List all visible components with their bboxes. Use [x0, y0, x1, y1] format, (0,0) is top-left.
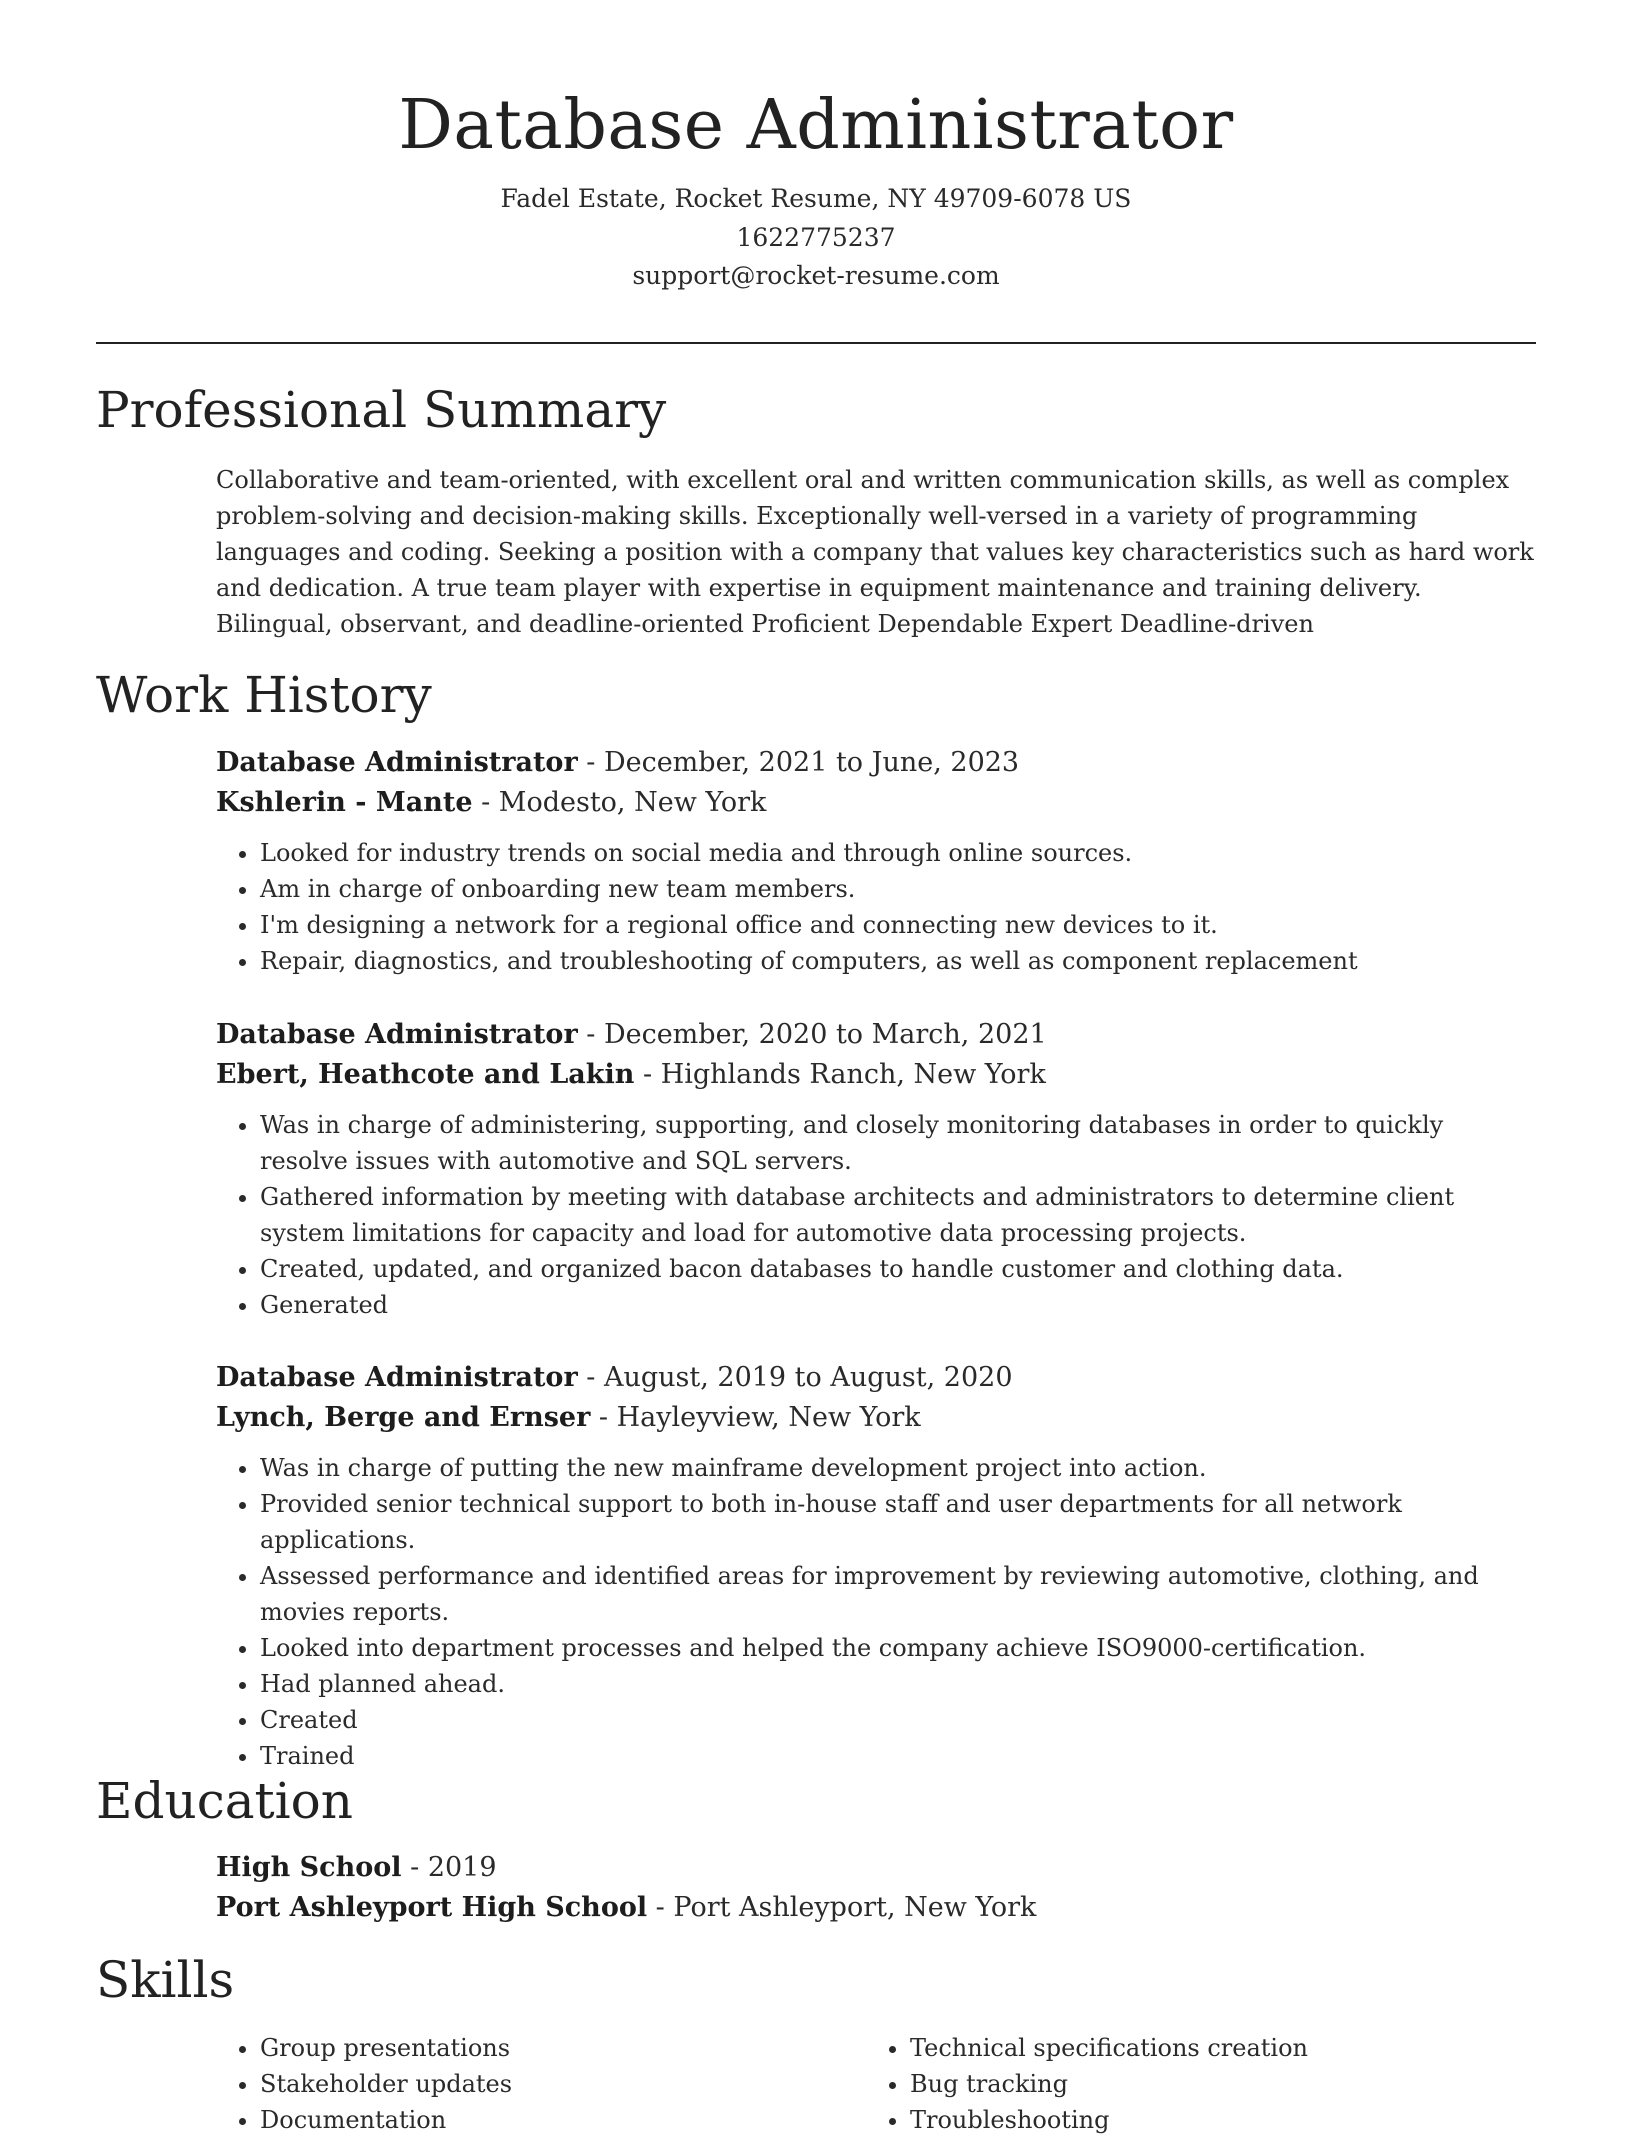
job-dates: - December, 2021 to June, 2023	[577, 747, 1020, 778]
skill-item: • Bug tracking	[910, 2066, 1516, 2102]
job-company-line	[216, 783, 1536, 823]
header-divider	[96, 342, 1536, 344]
job-location: - Hayleyview, New York	[590, 1402, 921, 1433]
job-dates: - December, 2020 to March, 2021	[577, 1019, 1047, 1050]
skills-section	[216, 2030, 1536, 2138]
job-bullet-list	[216, 1107, 1536, 1323]
education-school: Port Ashleyport High School	[216, 1892, 648, 1923]
job-bullet: • Am in charge of onboarding new team members.	[260, 871, 1536, 907]
contact-address: Fadel Estate, Rocket Resume, NY 49709-6078 US	[500, 184, 1132, 213]
job-bullet: • I'm designing a network for a regional office and connecting new devices to it.	[260, 907, 1536, 943]
education-year: - 2019	[401, 1852, 497, 1883]
skill-item: • Documentation	[260, 2102, 866, 2138]
skills-list-right	[866, 2030, 1516, 2138]
skill-item: • Group presentations	[260, 2030, 866, 2066]
job-bullet: • Trained	[260, 1738, 1536, 1774]
job-title-line	[216, 743, 1536, 783]
job-dates: - August, 2019 to August, 2020	[577, 1362, 1013, 1393]
section-title-education: Education	[96, 1772, 353, 1830]
job-role: Database Administrator	[216, 1019, 578, 1050]
job-bullet: • Was in charge of administering, supporting, and closely monitoring databases in order to quickly resolve issues with automotive and SQL servers.	[260, 1107, 1536, 1179]
job-bullet-list	[216, 1450, 1536, 1774]
education-entry	[216, 1848, 1536, 1928]
job-bullet: • Gathered information by meeting with database architects and administrators to determine client system limitations for capacity and load for automotive data processing projects.	[260, 1179, 1536, 1251]
job-entry	[216, 743, 1536, 979]
job-role: Database Administrator	[216, 1362, 578, 1393]
skills-column-right	[866, 2030, 1516, 2138]
job-entry	[216, 1015, 1536, 1323]
job-location: - Modesto, New York	[472, 787, 767, 818]
section-title-skills: Skills	[96, 1951, 235, 2009]
job-location: - Highlands Ranch, New York	[634, 1059, 1046, 1090]
section-title-work-history: Work History	[96, 666, 432, 724]
education-school-line	[216, 1888, 1536, 1928]
candidate-name: Database Administrator	[398, 86, 1234, 165]
contact-phone: 1622775237	[736, 222, 896, 252]
section-title-summary: Professional Summary	[96, 381, 667, 439]
contact-email: support@rocket-resume.com	[632, 261, 1000, 290]
job-title-line	[216, 1358, 1536, 1398]
job-bullet: • Looked into department processes and helped the company achieve ISO9000-certification.	[260, 1630, 1536, 1666]
skills-columns	[216, 2030, 1536, 2138]
job-company: Lynch, Berge and Ernser	[216, 1402, 591, 1433]
job-bullet: • Created	[260, 1702, 1536, 1738]
job-company-line	[216, 1055, 1536, 1095]
job-role: Database Administrator	[216, 747, 578, 778]
job-entry	[216, 1358, 1536, 1774]
job-company: Kshlerin - Mante	[216, 787, 473, 818]
skills-list-left	[216, 2030, 866, 2138]
job-title-line	[216, 1015, 1536, 1055]
job-bullet: • Looked for industry trends on social media and through online sources.	[260, 835, 1536, 871]
job-bullet: • Assessed performance and identified areas for improvement by reviewing automotive, clothing, and movies reports.	[260, 1558, 1536, 1630]
summary-section	[216, 462, 1536, 642]
job-bullet-list	[216, 835, 1536, 979]
job-bullet: • Was in charge of putting the new mainframe development project into action.	[260, 1450, 1536, 1486]
job-company: Ebert, Heathcote and Lakin	[216, 1059, 635, 1090]
education-degree-line	[216, 1848, 1536, 1888]
skill-item: • Technical specifications creation	[910, 2030, 1516, 2066]
job-bullet: • Had planned ahead.	[260, 1666, 1536, 1702]
skill-item: • Stakeholder updates	[260, 2066, 866, 2102]
skill-item: • Troubleshooting	[910, 2102, 1516, 2138]
education-degree: High School	[216, 1852, 402, 1883]
job-bullet: • Generated	[260, 1287, 1536, 1323]
job-bullet: • Created, updated, and organized bacon databases to handle customer and clothing data.	[260, 1251, 1536, 1287]
contact-block	[0, 180, 1632, 296]
resume-header	[0, 0, 1632, 296]
job-bullet: • Provided senior technical support to both in-house staff and user departments for all network applications.	[260, 1486, 1536, 1558]
education-location: - Port Ashleyport, New York	[647, 1892, 1037, 1923]
job-company-line	[216, 1398, 1536, 1438]
skills-column-left	[216, 2030, 866, 2138]
summary-text: Collaborative and team-oriented, with excellent oral and written communication skills, as well as complex problem-solving and decision-making skills. Exceptionally well-versed in a variety of programming languages and coding. Seeking a position with a company that values key characteristics such as hard work and dedication. A true team player with expertise in equipment maintenance and training delivery. Bilingual, observant, and deadline-oriented Proficient Dependable Expert Deadline-driven	[216, 466, 1534, 638]
job-bullet: • Repair, diagnostics, and troubleshooting of computers, as well as component replacement	[260, 943, 1536, 979]
